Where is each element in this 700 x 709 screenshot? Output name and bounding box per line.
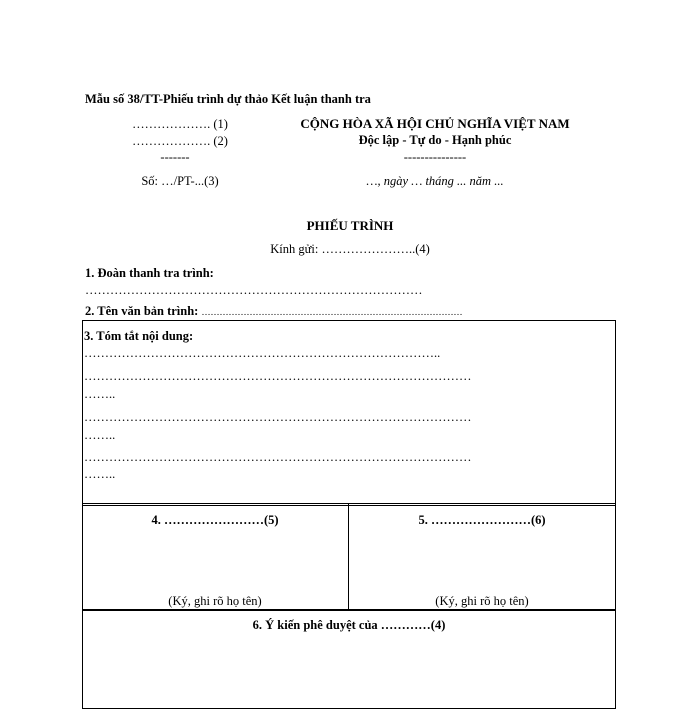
approval-title: 6. Ý kiến phê duyệt của …………(4) (252, 618, 446, 632)
right-divider: --------------- (403, 150, 467, 164)
nation-title: CỘNG HÒA XÃ HỘI CHỦ NGHĨA VIỆT NAM (300, 116, 570, 131)
form-title: Mẫu số 38/TT-Phiếu trình dự thảo Kết luận thanh tra (85, 92, 371, 106)
agency-line-1: ………………. (1) (132, 117, 228, 131)
summary-line-6: ………………………………………………………………………………… (84, 450, 472, 464)
summary-line-3: …….. (84, 387, 116, 401)
recipient-line: Kính gửi: …………………..(4) (270, 242, 430, 256)
document-number: Số: …/PT-...(3) (141, 174, 219, 188)
left-divider: ------- (160, 150, 190, 164)
summary-line-2: ………………………………………………………………………………… (84, 369, 472, 383)
signature-left-title: 4. ……………………(5) (151, 513, 279, 527)
nation-motto: Độc lập - Tự do - Hạnh phúc (358, 133, 512, 147)
section-2-label: 2. Tên văn bản trình: (85, 304, 199, 318)
document-title: PHIẾU TRÌNH (306, 218, 394, 233)
signature-right-caption: (Ký, ghi rõ họ tên) (435, 594, 529, 608)
section-2-row (85, 304, 462, 319)
section-1-label: 1. Đoàn thanh tra trình: (85, 266, 214, 280)
section-2-dots: …………………………………………………………………………… (201, 307, 463, 317)
section-1-dots: ……………………………………………………………………… (85, 283, 423, 297)
agency-line-2: ………………. (2) (132, 134, 228, 148)
summary-line-1: ………………………………………………………………………….. (84, 346, 441, 360)
date-line: …, ngày … tháng ... năm ... (366, 174, 504, 188)
summary-line-5: …….. (84, 428, 116, 442)
signature-right-title: 5. ……………………(6) (418, 513, 546, 527)
signature-left-caption: (Ký, ghi rõ họ tên) (168, 594, 262, 608)
section-3-label: 3. Tóm tắt nội dung: (84, 329, 194, 343)
signature-divider (348, 503, 349, 611)
summary-line-4: ………………………………………………………………………………… (84, 410, 472, 424)
summary-line-7: …….. (84, 467, 116, 481)
